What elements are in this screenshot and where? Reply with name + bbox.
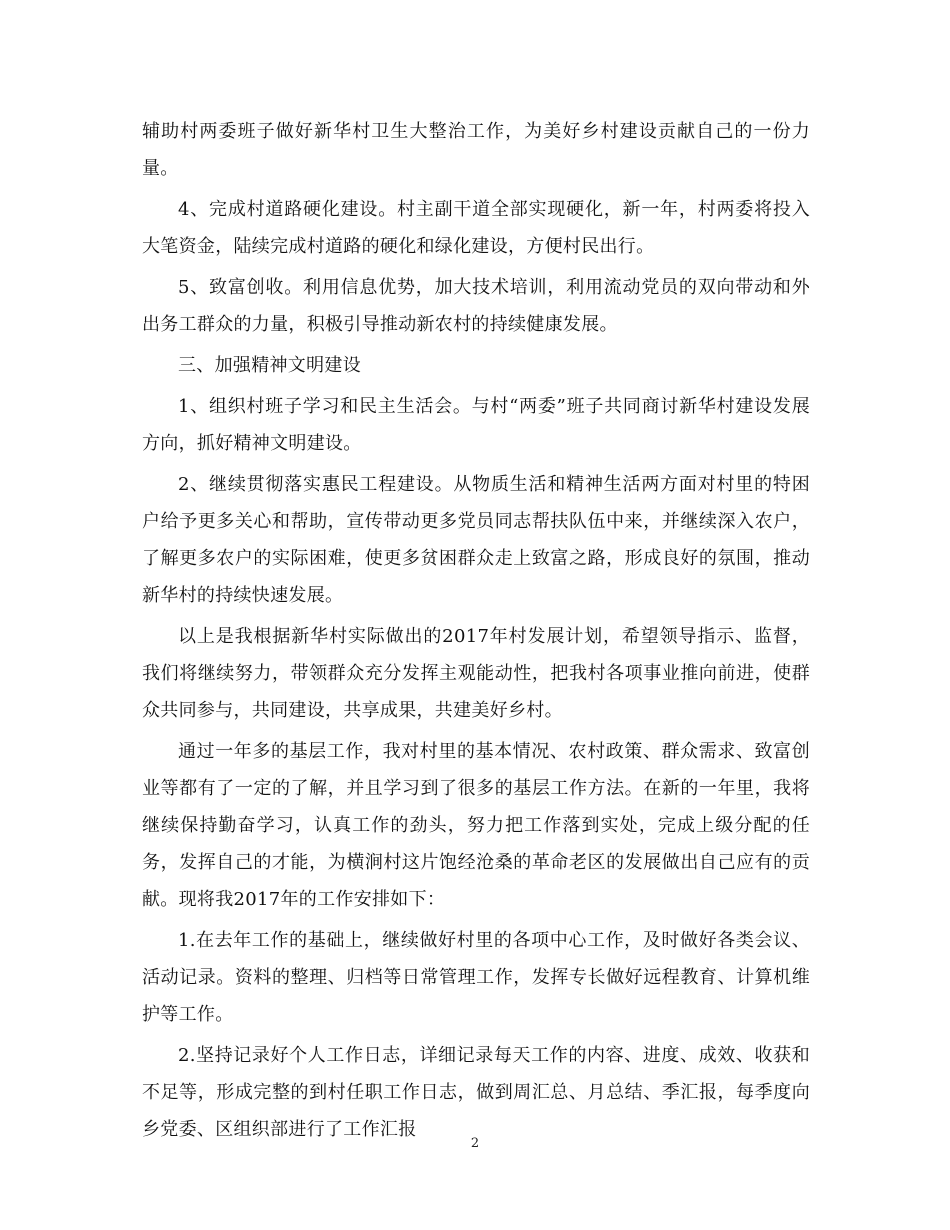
paragraph-study-meetings: 1、组织村班子学习和民主生活会。与村“两委”班子共同商讨新华村建设发展方向，抓好精神文明建设。 [142, 396, 810, 454]
paragraph-plan-summary: 以上是我根据新华村实际做出的2017年村发展计划，希望领导指示、监督，我们将继续努力，带领群众充分发挥主观能动性，把我村各项事业推向前进，使群众共同参与，共同建设，共享成果，共建美好乡村。 [142, 626, 810, 721]
paragraph-item-2: 2.坚持记录好个人工作日志，详细记录每天工作的内容、进度、成效、收获和不足等，形成完整的到村任职工作日志，做到周汇总、月总结、季汇报，每季度向乡党委、区组织部进行了工作汇报 [142, 1045, 810, 1140]
paragraph-welfare-projects: 2、继续贯彻落实惠民工程建设。从物质生活和精神生活两方面对村里的特困户给予更多关心和帮助，宣传带动更多党员同志帮扶队伍中来，并继续深入农户，了解更多农户的实际困难，使更多贫困群众走上致富之路，形成良好的氛围，推动新华村的持续快速发展。 [142, 474, 810, 606]
paragraph-continuation: 辅助村两委班子做好新华村卫生大整治工作，为美好乡村建设贡献自己的一份力量。 [142, 121, 810, 179]
document-body [142, 113, 810, 1152]
paragraph-item-1: 1.在去年工作的基础上，继续做好村里的各项中心工作，及时做好各类会议、活动记录。资料的整理、归档等日常管理工作，发挥专长做好远程教育、计算机维护等工作。 [142, 930, 810, 1025]
page-number: 2 [470, 1136, 480, 1151]
section-heading-spiritual-civilization: 三、加强精神文明建设 [178, 355, 361, 376]
paragraph-income: 5、致富创收。利用信息优势，加大技术培训，利用流动党员的双向带动和外出务工群众的力量，积极引导推动新农村的持续健康发展。 [142, 277, 810, 335]
paragraph-road-construction: 4、完成村道路硬化建设。村主副干道全部实现硬化，新一年，村两委将投入大笔资金，陆续完成村道路的硬化和绿化建设，方便村民出行。 [142, 199, 810, 257]
paragraph-work-review: 通过一年多的基层工作，我对村里的基本情况、农村政策、群众需求、致富创业等都有了一定的了解，并且学习到了很多的基层工作方法。在新的一年里，我将继续保持勤奋学习，认真工作的劲头，努力把工作落到实处，完成上级分配的任务，发挥自己的才能，为横涧村这片饱经沧桑的革命老区的发展做出自己应有的贡献。现将我2017年的工作安排如下： [142, 741, 810, 910]
